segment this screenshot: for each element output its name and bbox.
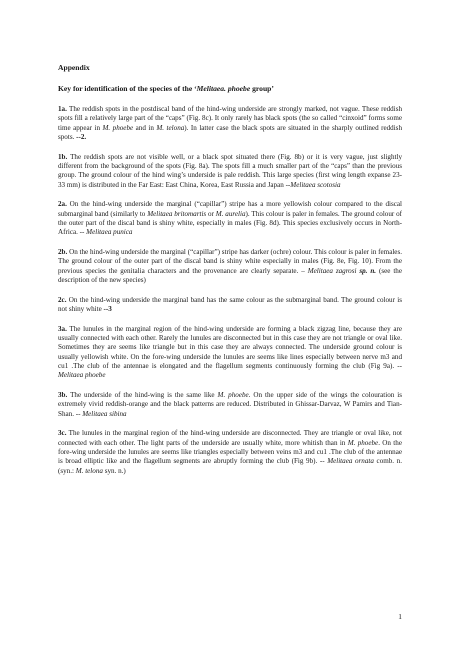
taxon-name: Melitaea britomartis <box>147 209 207 218</box>
couplet-text: The lunules in the marginal region of the hind-wing underside are forming a black zigzag line, because they are usually connected with each other. Rarely the lunules are disconnected but in this case they are not triangle or oval like. Sometimes they are seems like triangle but in this case they are always connected. The underside ground colour is usually yellowish white. On the fore-wing underside the lunules are seems like lines especially between nerve m3 and cu1 .The club of the antennae is elongated and the flagellum segments continuously forming the club (Fig 9a). <box>58 324 402 371</box>
taxon-name: M. aurelia <box>215 209 246 218</box>
taxon-name: -- Melitaea phoebe <box>58 362 402 380</box>
couplet-text: ). In latter case the black spots are situated in the sharply outlined reddish spots. <box>58 123 402 142</box>
couplet-label: 1a. <box>58 105 67 113</box>
couplet-text: The reddish spots in the postdiscal band of the hind-wing underside are strongly marked, not vague. These reddish spots fill a relatively large part of the “caps” (Fig. 8c). It only rarely has black spots (the so called “cinxoid” forms some time appear in <box>58 105 402 132</box>
taxon-name: -- Melitaea ornata <box>319 457 374 466</box>
couplet-text: (see the description of the new species) <box>58 266 402 285</box>
couplet-text: On the hind-wing underside the marginal (“capillar”) stripe has darker (ochre) colour. This colour is paler in females. The ground colour of the outer part of the discal band is shiny white especially in males (Fig. 8e, Fig. 10). From the previous species the genitalia characters and the provenance are clearly separate. – <box>58 248 402 275</box>
identification-key <box>58 105 402 476</box>
key-couplet <box>58 200 402 237</box>
key-couplet <box>58 391 402 419</box>
appendix-heading: Appendix <box>58 63 90 72</box>
couplet-text: . On the fore-wing underside the lunules are seems like triangles especially between veins m3 and cu1 .The club of the antennae is broad elliptic like and the flagellum segments are abruptly forming the club (Fig 9b). <box>58 438 402 466</box>
couplet-text-italic: sp. n. <box>359 266 377 275</box>
key-couplet <box>58 325 402 381</box>
couplet-text: syn. n.) <box>102 466 126 475</box>
couplet-label: 2a. <box>58 200 67 209</box>
key-couplet <box>58 429 402 476</box>
key-title-taxon: Melitaea. phoebe <box>196 84 251 93</box>
couplet-text: or <box>206 209 216 218</box>
taxon-name: M. phoebe <box>217 391 249 400</box>
taxon-name: M. telona <box>75 466 103 475</box>
couplet-text: and in <box>133 123 157 132</box>
taxon-name: Melitaea punica <box>86 228 133 237</box>
couplet-label: 3c. <box>58 429 67 438</box>
couplet-text: ). This colour is paler in females. The ground colour of the outer part of the discal band is shiny white, especially in males (Fig. 8d). This species exclusively occurs in North-Africa. -- <box>58 209 402 237</box>
couplet-text: On the hind-wing underside the marginal band has the same colour as the submarginal band. The ground colour is not shiny white <box>58 295 402 314</box>
key-couplet <box>58 248 402 285</box>
taxon-name: M. phoebe <box>347 438 379 447</box>
key-couplet <box>58 105 402 142</box>
taxon-name: M. telona <box>156 123 185 132</box>
key-lead: --3 <box>103 305 112 314</box>
couplet-text: comb. n. (syn.: <box>58 457 402 475</box>
couplet-text: . On the upper side of the wings the colouration is extremely vivid reddish-orange and the black patterns are reduced. Distributed in Ghissar-Darvaz, W Pamirs and Tian-Shan. <box>58 391 403 418</box>
key-couplet <box>58 296 402 315</box>
taxon-name: Melitaea zagrosi <box>307 266 357 275</box>
couplet-label: 3b. <box>58 391 68 400</box>
key-lead: --2. <box>76 133 87 142</box>
page-number: 1 <box>398 612 402 621</box>
couplet-text: The lunules in the marginal region of the hind-wing underside are disconnected. They are triangle or oval like, not connected with each other. The light parts of the underside are usually white, more whitish than in <box>58 429 402 447</box>
couplet-label: 2c. <box>58 295 67 304</box>
taxon-name: -- Melitaea sibina <box>75 409 127 418</box>
key-couplet <box>58 153 402 190</box>
key-title-suffix: group’ <box>250 84 274 93</box>
couplet-text: The underside of the hind-wing is the same like <box>67 391 218 400</box>
couplet-label: 1b. <box>58 152 68 161</box>
key-title-prefix: Key for identification of the species of the ‘ <box>58 84 197 93</box>
taxon-name: M. phoebe <box>102 123 134 132</box>
taxon-name: --Melitaea scotosia <box>285 180 341 189</box>
couplet-text: On the hind-wing underside the marginal (“capillar”) stripe has a more yellowish colour compared to the discal submarginal band (similarly to <box>58 200 402 218</box>
key-title <box>58 84 402 93</box>
couplet-label: 3a. <box>58 324 67 333</box>
couplet-text: The reddish spots are not visible well, or a black spot situated there (Fig. 8b) or it is very vague, just slightly different from the background of the spots (Fig. 8a). The spots fill a much smaller part of the “caps” than the previous group. The ground colour of the hind wing’s underside is pale reddish. This large species (first wing length expanse 23-33 mm) is distributed in the Far East: East China, Korea, East Russia and Japan <box>58 152 402 189</box>
couplet-label: 2b. <box>58 248 68 257</box>
couplet-text-bold <box>359 267 376 275</box>
